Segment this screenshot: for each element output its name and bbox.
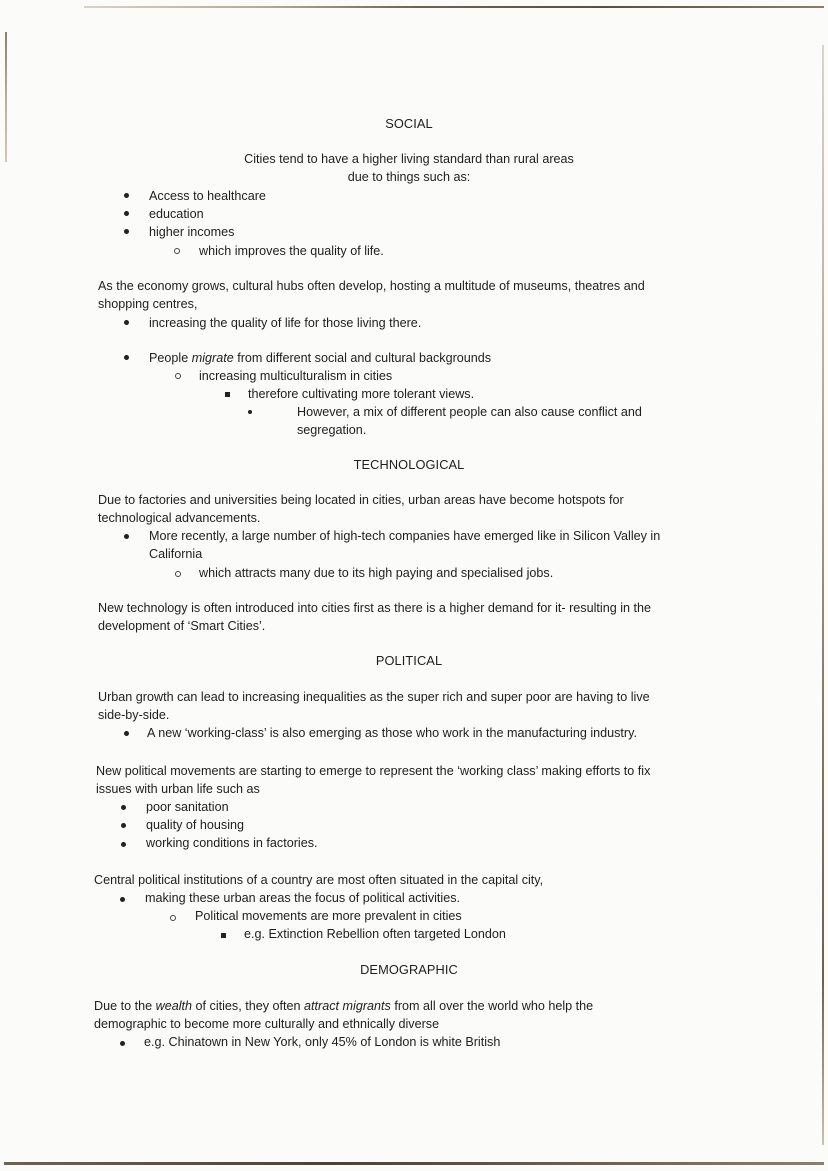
square-bullet-icon: [225, 392, 230, 397]
page-edge-left: [5, 32, 7, 162]
bullet-icon: [124, 193, 129, 198]
social-intro-line1: Cities tend to have a higher living standard than rural areas: [244, 152, 574, 166]
paragraph-line: [94, 997, 593, 1015]
page-edge-right: [822, 45, 824, 1145]
paragraph-line: technological advancements.: [98, 511, 261, 525]
paragraph-line: New political movements are starting to emerge to represent the ‘working class’ making efforts to fix: [96, 764, 651, 778]
bullet-icon: [248, 410, 252, 414]
bullet-icon: [124, 320, 129, 325]
emphasis-text: attract migrants: [304, 999, 391, 1013]
page-edge-bottom: [4, 1162, 824, 1165]
paragraph-line: issues with urban life such as: [96, 782, 260, 796]
list-item: [149, 349, 491, 367]
list-item: A new ‘working-class’ is also emerging as those who work in the manufacturing industry.: [147, 726, 637, 740]
list-item: therefore cultivating more tolerant views.: [248, 387, 475, 401]
hollow-bullet-icon: [175, 571, 181, 577]
list-item: California: [149, 547, 203, 561]
paragraph-line: As the economy grows, cultural hubs often develop, hosting a multitude of museums, theatres and: [98, 279, 645, 293]
text: from different social and cultural backgrounds: [233, 351, 492, 365]
bullet-icon: [121, 842, 126, 847]
list-item: quality of housing: [146, 818, 245, 832]
page-edge-top: [84, 6, 824, 8]
heading-political: POLITICAL: [375, 653, 443, 668]
list-item: which attracts many due to its high paying and specialised jobs.: [199, 566, 554, 580]
bullet-icon: [120, 897, 125, 902]
list-item: higher incomes: [149, 225, 235, 239]
bullet-icon: [121, 823, 126, 828]
list-item: e.g. Chinatown in New York, only 45% of London is white British: [144, 1035, 501, 1049]
list-item: More recently, a large number of high-tech companies have emerged like in Silicon Valley in: [149, 529, 661, 543]
paragraph-line: Urban growth can lead to increasing inequalities as the super rich and super poor are having to live: [98, 690, 650, 704]
paragraph-line: demographic to become more culturally and ethnically diverse: [94, 1017, 440, 1031]
bullet-icon: [124, 355, 129, 360]
square-bullet-icon: [221, 933, 226, 938]
heading-technological: TECHNOLOGICAL: [353, 457, 465, 472]
bullet-icon: [124, 731, 129, 736]
text: of cities, they often: [192, 999, 305, 1013]
bullet-icon: [120, 1041, 125, 1046]
hollow-bullet-icon: [170, 915, 176, 921]
paragraph-line: Central political institutions of a country are most often situated in the capital city,: [94, 873, 544, 887]
list-item: segregation.: [297, 423, 367, 437]
bullet-icon: [124, 229, 129, 234]
list-item: which improves the quality of life.: [199, 244, 384, 258]
list-item: increasing the quality of life for those living there.: [149, 316, 422, 330]
text: from all over the world who help the: [390, 999, 594, 1013]
bullet-icon: [124, 534, 129, 539]
list-item: However, a mix of different people can also cause conflict and: [297, 405, 642, 419]
paragraph-line: side-by-side.: [98, 708, 170, 722]
heading-demographic: DEMOGRAPHIC: [360, 962, 458, 977]
bullet-icon: [121, 805, 126, 810]
text: Due to the: [94, 999, 156, 1013]
list-item: e.g. Extinction Rebellion often targeted London: [244, 927, 506, 941]
emphasis-text: migrate: [191, 351, 234, 365]
bullet-icon: [124, 211, 129, 216]
emphasis-text: wealth: [155, 999, 193, 1013]
text: People: [149, 351, 192, 365]
list-item: making these urban areas the focus of political activities.: [145, 891, 461, 905]
list-item: poor sanitation: [146, 800, 229, 814]
paragraph-line: New technology is often introduced into cities first as there is a higher demand for it- resulting in the: [98, 601, 652, 615]
hollow-bullet-icon: [174, 248, 180, 254]
list-item: increasing multiculturalism in cities: [199, 369, 393, 383]
hollow-bullet-icon: [175, 373, 181, 379]
paragraph-line: shopping centres,: [98, 297, 198, 311]
list-item: Access to healthcare: [149, 189, 266, 203]
social-intro-line2: due to things such as:: [347, 170, 471, 184]
list-item: education: [149, 207, 204, 221]
list-item: Political movements are more prevalent in cities: [195, 909, 462, 923]
paragraph-line: Due to factories and universities being located in cities, urban areas have become hotspots for: [98, 493, 624, 507]
heading-social: SOCIAL: [385, 116, 433, 131]
paragraph-line: development of ‘Smart Cities’.: [98, 619, 266, 633]
list-item: working conditions in factories.: [146, 836, 318, 850]
